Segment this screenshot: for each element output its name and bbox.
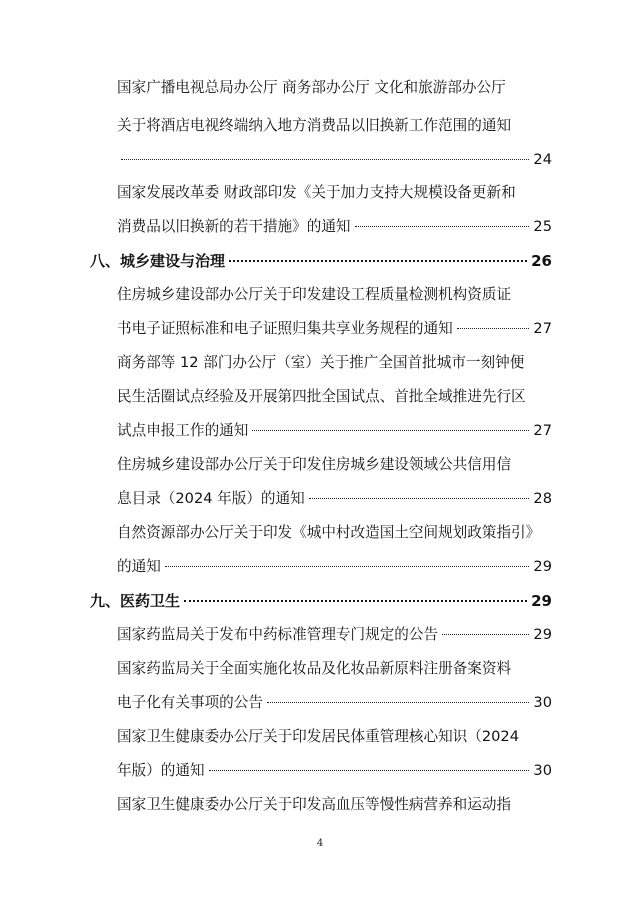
toc-page-number: 24 (533, 151, 552, 168)
toc-entry-text: 国家发展改革委 财政部印发《关于加力支持大规模设备更新和 (117, 184, 516, 201)
toc-page-number: 27 (533, 320, 552, 337)
dot-leader (209, 770, 530, 771)
section-heading-text: 八、城乡建设与治理 (90, 252, 226, 270)
toc-entry-text: 商务部等 12 部门办公厅（室）关于推广全国首批城市一刻钟便 (117, 354, 525, 371)
dot-leader (184, 600, 527, 602)
toc-line-20 (117, 725, 552, 749)
toc-page-number: 30 (533, 762, 552, 779)
toc-line-2 (117, 114, 552, 138)
toc-entry-text: 国家卫生健康委办公厅关于印发高血压等慢性病营养和运动指 (117, 796, 512, 813)
toc-line-19[interactable] (117, 691, 552, 715)
toc-page-number: 29 (531, 592, 552, 610)
toc-entry-text: 年版）的通知 (117, 762, 205, 779)
toc-line-3[interactable] (117, 148, 552, 172)
toc-line-1 (117, 76, 552, 100)
toc-line-14 (117, 521, 552, 545)
toc-page-number: 30 (533, 694, 552, 711)
toc-line-22 (117, 793, 552, 817)
dot-leader (121, 159, 529, 160)
dot-leader (267, 702, 529, 703)
toc-line-11[interactable] (117, 419, 552, 443)
toc-line-17[interactable] (117, 623, 552, 647)
toc-entry-text: 国家药监局关于发布中药标准管理专门规定的公告 (117, 626, 439, 643)
toc-line-15[interactable] (117, 555, 552, 579)
toc-line-18 (117, 657, 552, 681)
toc-page-number: 26 (531, 252, 552, 270)
toc-entry-text: 电子化有关事项的公告 (117, 694, 263, 711)
toc-page-number: 25 (533, 218, 552, 235)
toc-section-heading-9[interactable] (90, 589, 552, 613)
toc-line-7 (117, 283, 552, 307)
toc-entry-text: 的通知 (117, 558, 161, 575)
toc-line-4 (117, 181, 552, 205)
dot-leader (355, 226, 530, 227)
dot-leader (252, 430, 529, 431)
dot-leader (442, 634, 529, 635)
toc-page-number: 27 (533, 422, 552, 439)
toc-line-5[interactable] (117, 215, 552, 239)
toc-entry-text: 自然资源部办公厅关于印发《城中村改造国土空间规划政策指引》 (117, 524, 541, 541)
toc-entry-text: 国家药监局关于全面实施化妆品及化妆品新原料注册备案资料 (117, 660, 512, 677)
toc-entry-text: 消费品以旧换新的若干措施》的通知 (117, 218, 351, 235)
toc-entry-text: 民生活圈试点经验及开展第四批全国试点、首批全域推进先行区 (117, 388, 526, 405)
toc-entry-text: 国家卫生健康委办公厅关于印发居民体重管理核心知识（2024 (117, 728, 519, 745)
toc-page-number: 29 (533, 558, 552, 575)
toc-page-number: 28 (533, 490, 552, 507)
toc-line-21[interactable] (117, 759, 552, 783)
toc-entry-text: 国家广播电视总局办公厅 商务部办公厅 文化和旅游部办公厅 (117, 79, 506, 96)
toc-line-13[interactable] (117, 487, 552, 511)
toc-entry-text: 息目录（2024 年版）的通知 (117, 490, 305, 507)
dot-leader (457, 328, 530, 329)
toc-line-9 (117, 351, 552, 375)
toc-entry-text: 关于将酒店电视终端纳入地方消费品以旧换新工作范围的通知 (117, 117, 512, 134)
toc-section-heading-8[interactable] (90, 249, 552, 273)
dot-leader (229, 260, 527, 262)
toc-line-12 (117, 453, 552, 477)
dot-leader (165, 566, 530, 567)
toc-entry-text: 书电子证照标准和电子证照归集共享业务规程的通知 (117, 320, 453, 337)
toc-entry-text: 住房城乡建设部办公厅关于印发建设工程质量检测机构资质证 (117, 286, 512, 303)
dot-leader (309, 498, 530, 499)
toc-line-10 (117, 385, 552, 409)
section-heading-text: 九、医药卫生 (90, 592, 181, 610)
toc-line-8[interactable] (117, 317, 552, 341)
page-footer-number: 4 (316, 838, 324, 849)
toc-entry-text: 住房城乡建设部办公厅关于印发住房城乡建设领域公共信用信 (117, 456, 512, 473)
toc-entry-text: 试点申报工作的通知 (117, 422, 249, 439)
toc-page-number: 29 (533, 626, 552, 643)
